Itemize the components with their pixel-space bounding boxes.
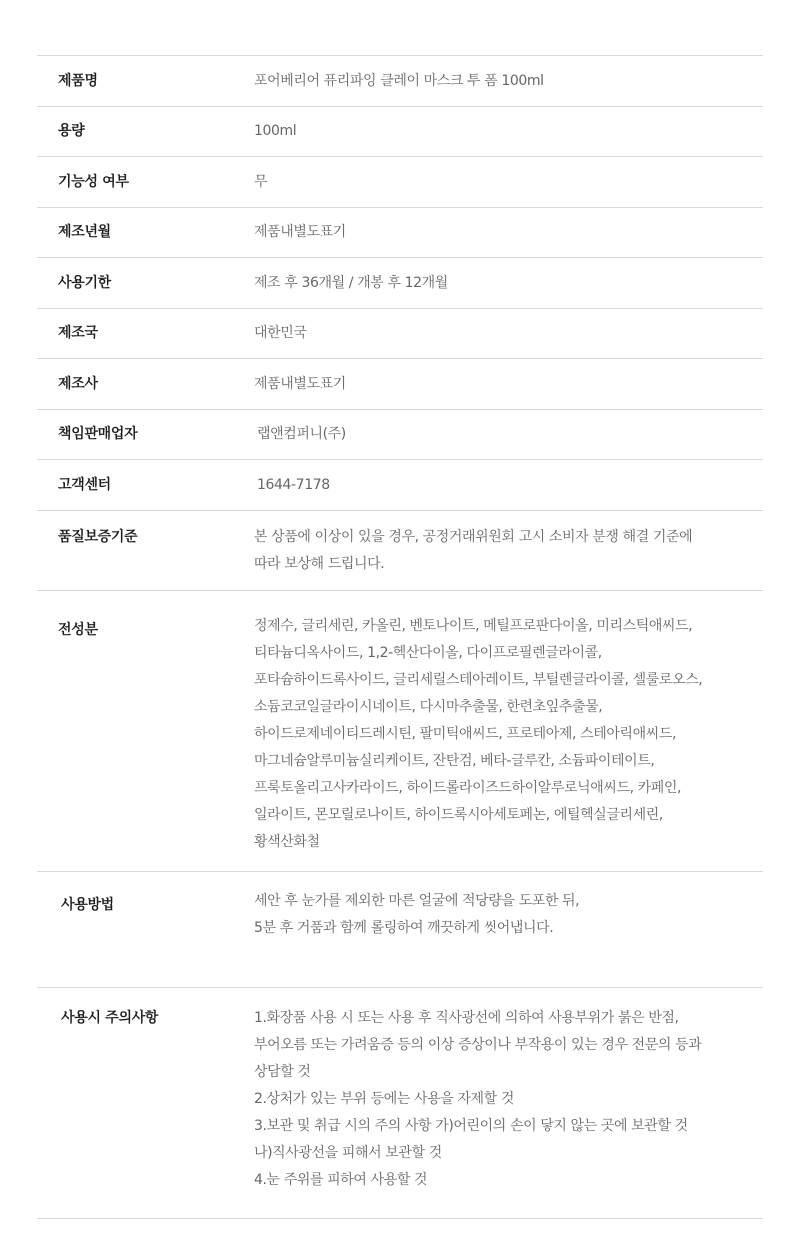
text-line: 프룩토올리고사카라이드, 하이드롤라이즈드하이알루로닉애씨드, 카페인, [254, 779, 682, 796]
row-label: 책임판매업자 [58, 426, 138, 443]
row-expiry [37, 258, 763, 309]
row-label: 제조국 [58, 325, 98, 342]
row-value [254, 591, 763, 871]
row-value: 랩앤컴퍼니(주) [257, 426, 346, 443]
row-product-name [37, 56, 763, 107]
text-line: 3.보관 및 취급 시의 주의 사항 가)어린이의 손이 닿지 않는 곳에 보관할 것 [254, 1117, 688, 1134]
row-value [254, 988, 763, 1218]
text-line: 나)직사광선을 피해서 보관할 것 [254, 1144, 442, 1161]
text-line: 정제수, 글리세린, 카올린, 벤토나이트, 메틸프로판다이올, 미리스틱애씨드, [254, 617, 693, 634]
text-line: 부어오름 또는 가려움증 등의 이상 증상이나 부작용이 있는 경우 전문의 등과 [254, 1036, 702, 1053]
row-manufacture-date [37, 208, 763, 259]
row-label: 제조사 [58, 375, 98, 392]
row-label: 사용기한 [58, 274, 111, 291]
row-ingredients [37, 591, 763, 872]
row-label: 제조년월 [58, 224, 111, 241]
row-label: 고객센터 [58, 476, 111, 493]
text-line: 일라이트, 몬모릴로나이트, 하이드록시아세토페논, 에틸헥실글리세린, [254, 806, 663, 823]
row-value: 제조 후 36개월 / 개봉 후 12개월 [254, 274, 448, 291]
text-line: 마그네슘알루미늄실리케이트, 잔탄검, 베타-글루칸, 소듐파이테이트, [254, 752, 655, 769]
product-info-table [37, 55, 763, 1219]
row-customer-center [37, 460, 763, 511]
row-label: 사용시 주의사항 [61, 1009, 159, 1026]
text-line: 5분 후 거품과 함께 롤링하여 깨끗하게 씻어냅니다. [254, 919, 554, 936]
row-label: 품질보증기준 [58, 528, 138, 545]
text-line: 티타늄디옥사이드, 1,2-헥산다이올, 다이프로필렌글라이콜, [254, 644, 602, 661]
text-line: 포타슘하이드록사이드, 글리세릴스테아레이트, 부틸렌글라이콜, 셀룰로오스, [254, 671, 703, 688]
row-label: 용량 [58, 123, 85, 140]
row-quality-standard [37, 511, 763, 591]
row-value: 무 [254, 173, 268, 190]
row-value [254, 511, 763, 590]
text-line: 하이드로제네이티드레시틴, 팔미틱애씨드, 프로테아제, 스테아릭애씨드, [254, 725, 677, 742]
text-line: 따라 보상해 드립니다. [254, 555, 385, 572]
row-label: 전성분 [58, 621, 98, 638]
row-label: 기능성 여부 [58, 173, 129, 190]
row-capacity [37, 107, 763, 158]
row-manufacturer [37, 359, 763, 410]
text-line: 황색산화철 [254, 833, 320, 850]
row-country [37, 309, 763, 360]
row-value: 1644-7178 [257, 476, 330, 493]
row-usage [37, 872, 763, 988]
row-value [254, 872, 763, 987]
text-line: 4.눈 주위를 피하여 사용할 것 [254, 1171, 428, 1188]
row-label: 사용방법 [61, 896, 114, 913]
text-line: 소듐코코일글라이시네이트, 다시마추출물, 한련초잎추출물, [254, 698, 603, 715]
row-value: 대한민국 [254, 325, 307, 342]
row-value: 제품내별도표기 [254, 224, 346, 241]
row-caution [37, 988, 763, 1219]
text-line: 2.상처가 있는 부위 등에는 사용을 자제할 것 [254, 1090, 514, 1107]
row-label: 제품명 [58, 72, 98, 89]
row-seller [37, 410, 763, 461]
row-value: 제품내별도표기 [254, 375, 346, 392]
text-line: 상담할 것 [254, 1063, 311, 1080]
row-value: 100ml [254, 123, 297, 140]
row-functional [37, 157, 763, 208]
text-line: 세안 후 눈가를 제외한 마른 얼굴에 적당량을 도포한 뒤, [254, 892, 580, 909]
text-line: 1.화장품 사용 시 또는 사용 후 직사광선에 의하여 사용부위가 붉은 반점, [254, 1009, 679, 1026]
text-line: 본 상품에 이상이 있을 경우, 공정거래위원회 고시 소비자 분쟁 해결 기준에 [254, 528, 693, 545]
row-value: 포어베리어 퓨리파잉 클레이 마스크 투 폼 100ml [254, 72, 544, 89]
